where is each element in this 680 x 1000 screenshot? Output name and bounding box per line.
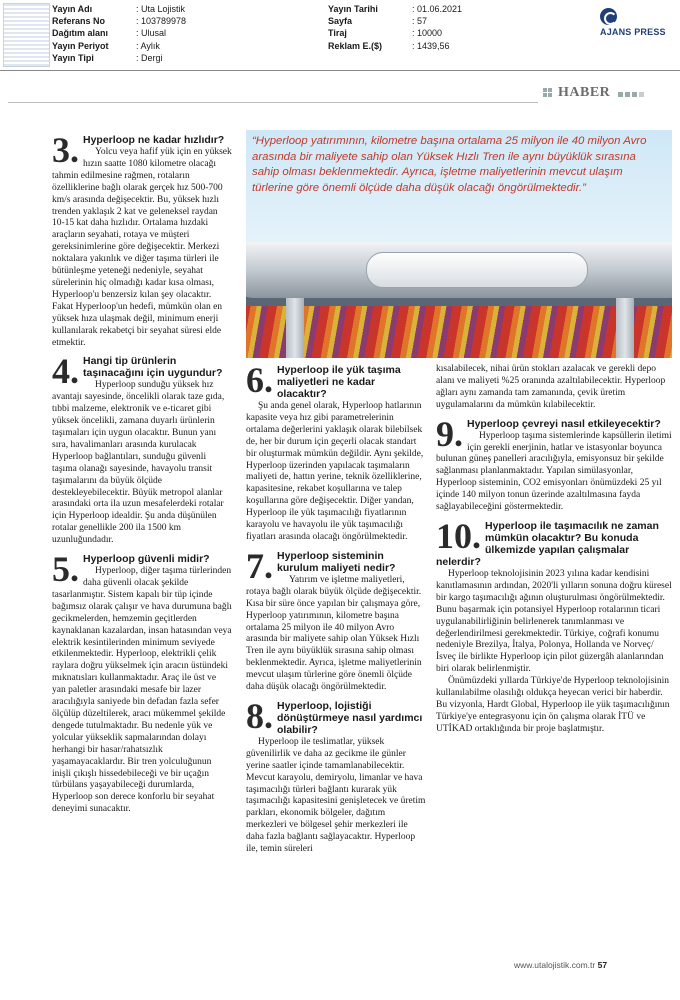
- logo-circle-icon: [600, 8, 617, 25]
- section-number: 8.: [246, 695, 273, 736]
- meta-row: [328, 4, 462, 15]
- meta-row: [328, 41, 450, 52]
- article-section: [436, 364, 672, 412]
- section-question: Hyperloop ne kadar hızlıdır?: [83, 134, 225, 146]
- meta-row: [52, 16, 186, 27]
- section-question: Hyperloop ile taşımacılık ne zaman mümkün olacaktır? Bu konuda ülkemizde yapılan çalışmalar nelerdir?: [436, 519, 659, 568]
- body-paragraph: Yatırım ve işletme maliyetleri, rotaya bağlı olarak büyük ölçüde değişecektir. Kısa bir süre önce yapılan bir çalışmaya göre, Hyperloop yatırımının, kilometre başına ortalama 25 milyon ile 40 milyon Avro arasında bir maliyete sahip olan Yüksek Hızlı Tren ile aynı büyüklük sırasına sahip olması beklenmektedir. Ayrıca, işletme maliyetlerinin mevcut ulaşım türlerine göre önemli ölçüde daha düşük olacağı öngörülmektedir.: [246, 574, 422, 693]
- section-question: Hangi tip ürünlerin taşınacağını için uygundur?: [83, 355, 223, 380]
- pillar: [286, 298, 304, 358]
- meta-key: Yayın Tarihi: [328, 4, 378, 14]
- meta-value: : Ulusal: [136, 28, 167, 39]
- column-1: [52, 130, 232, 822]
- article-section: [246, 545, 426, 694]
- clipping-header: [0, 0, 680, 70]
- page-footer: [514, 960, 607, 970]
- squares-icon-part: [543, 93, 547, 97]
- meta-key: Yayın Periyot: [52, 40, 109, 51]
- meta-value: : 57: [412, 16, 428, 27]
- section-question: Hyperloop çevreyi nasıl etkileyecektir?: [467, 417, 661, 430]
- section-question: Hyperloop ile yük taşıma maliyetleri ne kadar olacaktır?: [277, 364, 401, 400]
- body-paragraph: kısalabilecek, nihai ürün stokları azalacak ve gerekli depo alanı ve maliyeti %25 oranında azaltılabilecektir. Hyperloop ağları aynı zamanda tam zamanında, çevik üretim uygulamalarını da mümkün kılabilecektir.: [436, 364, 666, 410]
- section-number: 5.: [52, 549, 79, 590]
- header-divider: [0, 70, 680, 71]
- body-paragraph: Önümüzdeki yıllarda Türkiye'de Hyperloop teknolojisinin kullanılabilme olasılığı oldukça heyecan verici bir haberdir. Bu vizyonla, Hardt Global, Hyperloop ile yük taşımacılığının Türkiye'ye entegrasyonu için ön çalışma olarak İTÜ ve UTİKAD ortaklığında bir proje başlatmıştır.: [436, 676, 670, 734]
- meta-value: : Uta Lojistik: [136, 4, 186, 14]
- meta-value: : 1439,56: [412, 40, 450, 51]
- squares-icon-part: [548, 88, 552, 92]
- section-dot: [639, 92, 644, 97]
- section-number: 10.: [436, 515, 481, 556]
- section-question: Hyperloop, lojistiği dönüştürmeye nasıl yardımcı olabilir?: [277, 699, 423, 736]
- meta-key: Dağıtım alanı: [52, 28, 109, 39]
- section-dot: [618, 92, 623, 97]
- meta-row: [328, 16, 427, 27]
- body-paragraph: Yolcu veya hafif yük için en yüksek hızın saatte 1080 kilometre olacağı tahmin edilmesine rağmen, rotaların özelliklerine bağlı olarak gerçek hız 500-700 km/s arasında değişecektir. Bu, yüksek hızlı trenden yaklaşık 2 kat ve geleneksel raydan 10-15 kat daha hızlıdır. Ortalama hızdaki araçların seyahati, rotaya ve müşteri gereksinimlerine göre değişecektir. Merkezi noktalara yakınlık ve diğer taşıma türleri ile bütünleşme yeteneği nedeniyle, seyahat sürelerinin hiç olmadığı kadar kısa olması, Hyperloop'u benzersiz kılan şey olacaktır. Fakat Hyperloop'un hedefi, mümkün olan en yüksek hıza ulaşmak değil, minimum enerji kullanılarak rekabetçi bir seyahat süresi elde etmektir.: [52, 147, 232, 348]
- meta-key: Yayın Tipi: [52, 52, 94, 63]
- section-number: 6.: [246, 360, 273, 400]
- meta-key: Reklam E.($): [328, 40, 383, 51]
- squares-icon-part: [548, 93, 552, 97]
- body-paragraph: Hyperloop, diğer taşıma türlerinden daha güvenli olacak şekilde tasarlanmıştır. Sistem kapalı bir tüp içinde bağımsız olarak çalışır ve hava durumuna bağlı gecikmelerden, hemzemin geçitlerden kaynaklanan kazalardan, insan hatasından veya elektrik kesintilerinden minimum seviyede etkilenmektedir. Hyperloop, elektrikli çelik raylara doğru yükselmek için aracın üstündeki mıknatısları kullanmaktadır. Araç ile üst ve yan paletler arasındaki mesafe bir lazer aracılığıyla saniyede bin defadan fazla sefer ölçülüp düzeltilerek, aracı mükemmel şekilde dengede tutulmaktadır. Bu nedenle yük ve yolcular yükseklik sapmalarından dolayı herhangi bir hasar/rahatsızlık yaşamayacaklardır. Bir tren yolculuğunun inişli çıkışlı hissedebileceği ve bir uçağın türbülans yaşayabileceği durumlarda, Hyperloop son derece konforlu bir seyahat deneyimi sunacaktır.: [52, 566, 232, 815]
- section-question: Hyperloop sisteminin kurulum maliyeti nedir?: [277, 549, 396, 574]
- article-section: [52, 549, 232, 816]
- meta-row: [52, 53, 163, 64]
- body-paragraph: Hyperloop ile teslimatlar, yüksek güvenilirlik ve daha az gecikme ile günler yerine saatler içinde tamamlanabilecektir. Mevcut karayolu, demiryolu, limanlar ve hava taşımacılığı türleri bağlantı kurarak yük taşımacılığı kapasitesini genişletecek ve üretim parkları, ekonomik bölgeler, dağıtım merkezleri ve bölgesel şehir merkezleri ile daha fazla bağlantı sağlayacaktır. Hyperloop ile, temin süreleri: [246, 736, 426, 855]
- section-question: Hyperloop güvenli midir?: [83, 553, 210, 566]
- meta-key: Tiraj: [328, 28, 347, 39]
- section-number: 9.: [436, 413, 463, 454]
- ajans-press-logo: [600, 8, 672, 38]
- article-section: [52, 351, 232, 547]
- page-thumbnail: [3, 3, 50, 67]
- article-section: [52, 130, 232, 349]
- section-rule: [8, 102, 538, 103]
- section-number: 7.: [246, 545, 273, 586]
- meta-row: [52, 41, 160, 52]
- meta-value: : 01.06.2021: [412, 4, 463, 14]
- meta-key: Yayın Adı: [52, 4, 93, 14]
- article-section: [436, 413, 672, 514]
- logo-text: AJANS PRESS: [600, 27, 666, 37]
- pillar: [616, 298, 634, 358]
- meta-value: : 103789978: [136, 16, 187, 27]
- meta-row: [328, 28, 442, 39]
- meta-row: [52, 28, 166, 39]
- section-dot: [625, 92, 630, 97]
- article-section: [246, 695, 426, 856]
- section-dot: [632, 92, 637, 97]
- hyperloop-pod: [366, 252, 588, 288]
- pull-quote: “Hyperloop yatırımının, kilometre başına ortalama 25 milyon ile 40 milyon Avro arasında bir maliyete sahip olan Yüksek Hızlı Tren ile aynı büyüklük sırasına sahip olması beklenmektedir. Ayrıca, işletme maliyetlerinin mevcut ulaşım türlerine göre önemli ölçüde daha düşük olacağı öngörülmektedir.”: [252, 135, 647, 194]
- meta-row: [52, 4, 185, 15]
- body-paragraph: Hyperloop taşıma sistemlerinde kapsüllerin iletimi için gerekli enerjinin, hatlar ve istasyonlar boyunca bulunan güneş panelleri aracılığıyla, emisyonsuz bir şekilde sağlanması planlanmaktadır. Yapılan simülasyonlar, Hyperloop sisteminin, CO2 emisyonları önümüzdeki 25 yıl içinde 140 milyon tonun üzerinde azaltılmasına fayda sağlayabileceğini göstermektedir.: [436, 430, 672, 513]
- meta-key: Sayfa: [328, 16, 353, 27]
- body-paragraph: Hyperloop sunduğu yüksek hız avantajı sayesinde, öncelikli olarak taze gıda, tıbbi malzeme, elektronik ve e-ticaret gibi yüksek öncelikli, zamana duyarlı ürünlerin taşımaları için uygun olacaktır. Bunun yanı sıra, havalimanları arasında kurulacak Hyperloop bağlantıları, sunduğu güvenli taşıma olanağı sayesinde, havayolu transit taşımalarını da büyük ölçüde destekleyebilecektir. Büyük metropol alanlar arasındaki orta ila uzun mesafelerdeki rotalar için Hyperloop idealdir. Şu anda düşünülen rotalar genellikle 200 ila 1500 km uzunluğundadır.: [52, 380, 225, 546]
- article-section: [436, 515, 672, 736]
- section-label: HABER: [558, 85, 611, 100]
- section-number: 4.: [52, 351, 79, 392]
- footer-url: www.utalojistik.com.tr: [514, 960, 596, 970]
- column-3: [436, 364, 672, 742]
- squares-icon: [543, 88, 547, 92]
- meta-key: Referans No: [52, 16, 106, 27]
- footer-page: 57: [597, 960, 608, 970]
- body-paragraph: Hyperloop teknolojisinin 2023 yılına kadar kendisini kanıtlamasının ardından, 2020'li yılların sonuna doğru küresel bir kargo taşımacılığı ağının oluşturulması öngörülmektedir. Bunu başarmak için potansiyel Hyperloop rotalarının ticari uygulanabilirliğinin belirlenerek tanımlanması ve değerlendirilmesi gerekmektedir. Türkiye, coğrafi konumu nedeniyle Brezilya, İtalya, Polonya, Hollanda ve Norveç/İsveç ile birlikte Hyperloop için pilot güzergâh alanlarından biri olarak belirlenmiştir.: [436, 568, 672, 675]
- meta-value: : Aylık: [136, 40, 160, 51]
- meta-value: : 10000: [412, 28, 443, 39]
- elevated-track: [246, 298, 672, 306]
- section-number: 3.: [52, 130, 79, 170]
- meta-value: : Dergi: [136, 52, 163, 63]
- article-section: [246, 360, 426, 544]
- body-paragraph: Şu anda genel olarak, Hyperloop hatlarının kapasite veya hız gibi parametrelerinin ortalama değerlerini yaklaşık olarak bilebilsek de, her bir durum için geçerli olacak standart bir oluşturmak mümkün değildir. Aynı şekilde, Hyperloop üzerinden yapılacak taşımaların maliyeti de, hattın yerine, teknik özelliklerine, kapasitesine, rekabet koşullarına ve talep koşullarına göre değişecektir. Diğer yandan, Hyperloop ile yük taşımacılığı fiyatlarının karayolu ve havayolu ile yük taşımacılığı fiyatları arasında olacağı öngörülmektedir.: [246, 401, 424, 542]
- column-2: [246, 360, 426, 862]
